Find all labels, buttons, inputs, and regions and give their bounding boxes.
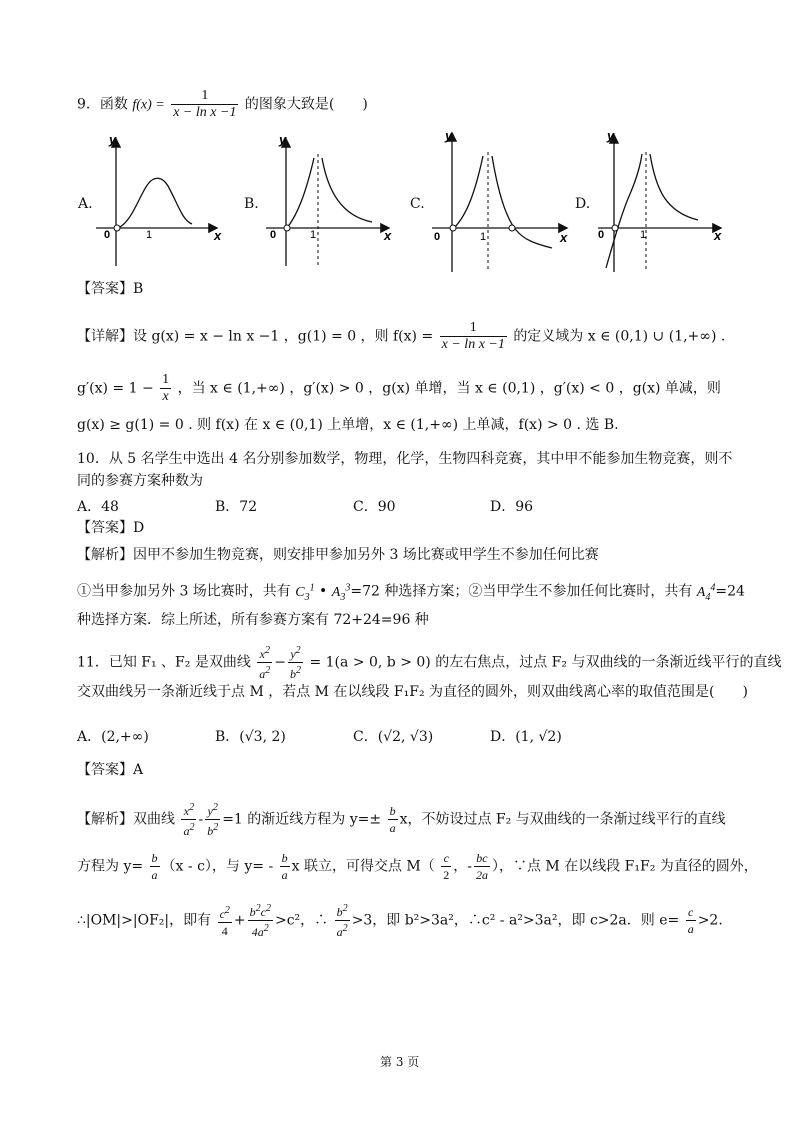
q11-analysis-line2: 方程为 y= $\frac{b}{a}$ （x - c），与 y= - $\frac{b}{a}$ x 联立，可得交点 M（ $\frac{c}{2}$ ，- $\frac{bc}{2a}$ ），∵点 M 在以线段 F₁F₂ 为直径的圆外， [77,851,758,882]
q10-analysis-line2: ①当甲参加另外 3 场比赛时，共有 $C_3^1$ • $A_3^3=72$ 种选择方案；②当甲学生不参加任何比赛时，共有 $A_4^4=24$ [77,582,745,603]
q10-answer: 【答案】D [77,520,145,536]
svg-text:1: 1 [310,229,317,241]
q11-analysis-line1: 【解析】双曲线 $\frac{x^2}{a^2}$ - $\frac{y^2}{b^2}$ =1 的渐近线方程为 y=± $\frac{b}{a}$ x，不妨设过点 F₂ 与双曲线的一条渐过线平行的直线 [77,802,726,838]
q10-analysis-line1: 【解析】因甲不参加生物竞赛，则安排甲参加另外 3 场比赛或甲学生不参加任何比赛 [77,547,599,563]
q11-analysis-line3: ∴|OM|>|OF₂|，即有 $\frac{c^2}{4}$ + $\frac{b^2c^2}{4a^2}$ >c²，∴ $\frac{b^2}{a^2}$ >3，即 b²>3a²，∴c² - a²>3a²，即 c>2a．则 e= $\frac{c}{a}$ >2. [77,903,723,939]
svg-text:1: 1 [640,229,647,241]
q11-option-a: A．(2,+∞) [77,729,149,745]
svg-text:x: x [560,230,568,245]
graph-a [92,132,224,272]
svg-text:0: 0 [598,229,605,241]
q9-detail-line1: 【详解】设 g(x) = x − ln x −1 ，g(1) = 0 ，则 f(x) = $\frac{1}{\text{x − ln x −1}}$ 的定义域为 x ∈ (0,1) ∪ (1,+∞) . [77,320,726,352]
option-c-label: C. [410,196,425,212]
svg-text:y: y [445,128,453,143]
q11-option-d: D．(1, √2) [490,729,562,745]
graph-d [594,128,726,274]
svg-text:y: y [607,128,615,143]
svg-text:x: x [384,228,392,243]
q11-answer: 【答案】A [77,762,144,778]
graph-b [262,132,394,272]
svg-text:0: 0 [104,229,111,241]
option-d-label: D. [575,196,591,212]
svg-text:0: 0 [434,231,441,243]
svg-text:x: x [214,228,222,243]
q11-stem-line2: 交双曲线另一条渐近线于点 M ，若点 M 在以线段 F₁F₂ 为直径的圆外，则双曲线离心率的取值范围是( ) [77,684,748,700]
svg-text:x: x [714,228,722,243]
option-b-label: B. [244,196,259,212]
q10-analysis-line3: 种选择方案．综上所述，所有参赛方案有 72+24=96 种 [77,612,429,628]
graph-c [428,126,573,276]
option-a-label: A. [78,196,93,212]
q9-detail-line3: g(x) ≥ g(1) = 0 . 则 f(x) 在 x ∈ (0,1) 上单增，x ∈ (1,+∞) 上单减，f(x) > 0 . 选 B. [77,417,619,433]
q10-option-a: A．48 [77,499,119,515]
page-number: 第 3 页 [380,1055,420,1069]
svg-text:1: 1 [480,231,487,243]
q10-option-b: B．72 [215,499,258,515]
q9-stem: 9．函数 f(x) = $\frac{1}{\text{x − ln x −1}}$ 的图象大致是( ) [77,88,368,120]
q10-option-c: C．90 [353,499,396,515]
svg-text:y: y [279,132,287,147]
q11-option-b: B．(√3, 2) [215,729,286,745]
q10-stem-line1: 10．从 5 名学生中选出 4 名分别参加数学，物理，化学，生物四科竞赛，其中甲不能参加生物竞赛，则不 [77,451,733,467]
q10-option-d: D．96 [490,499,534,515]
svg-text:0: 0 [270,229,277,241]
q10-stem-line2: 同的参赛方案种数为 [77,473,203,489]
q11-option-c: C．(√2, √3) [353,729,434,745]
q9-answer: 【答案】B [77,281,144,297]
svg-text:y: y [109,132,117,147]
q9-detail-line2: g′(x) = 1 − $\frac{1}{x}$ ，当 x ∈ (1,+∞) ，g′(x) > 0 ，g(x) 单增，当 x ∈ (0,1) ，g′(x) < 0 ，g(x) 单减，则 [77,372,721,404]
svg-text:1: 1 [146,229,153,241]
q11-stem-line1: 11．已知 F₁ 、F₂ 是双曲线 $\frac{x^2}{a^2}$ − $\frac{y^2}{b^2}$ = 1(a > 0, b > 0) 的左右焦点，过点 F₂ 与双曲线的一条渐近线平行的直线 [77,645,782,681]
